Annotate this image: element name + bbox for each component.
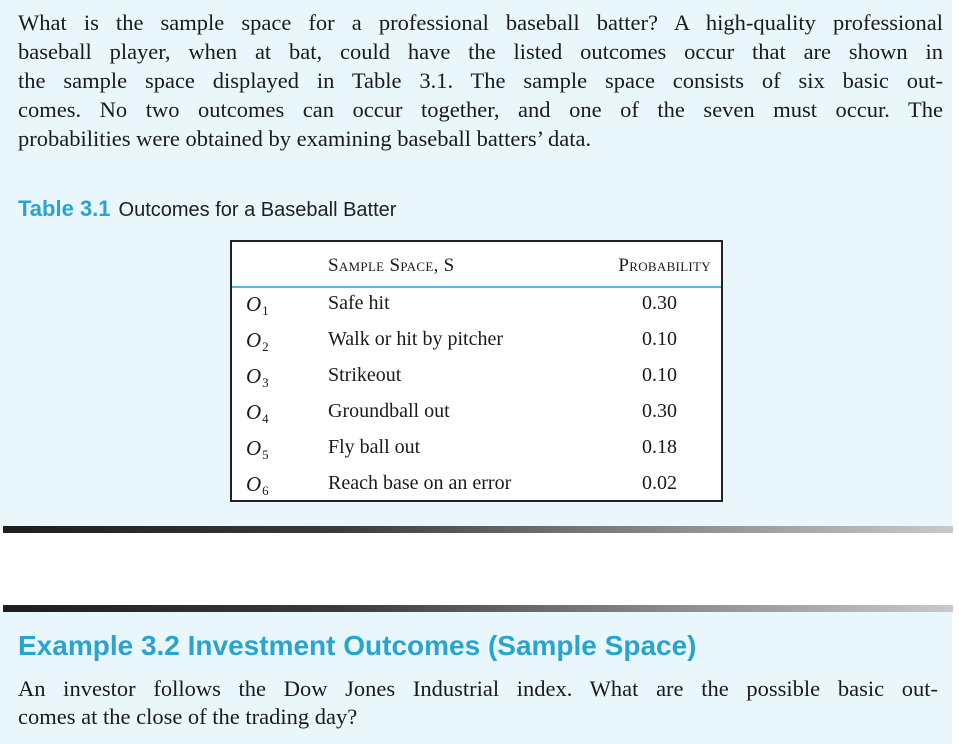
outcome-symbol: $O_5$ <box>246 436 269 462</box>
table-number: Table 3.1 <box>18 196 111 221</box>
intro-paragraph <box>18 8 943 153</box>
table-row <box>232 472 721 508</box>
intro-line: probabilities were obtained by examining baseball batters’ data. <box>18 126 592 151</box>
outcomes-table <box>230 240 723 502</box>
intro-line: baseball player, when at bat, could have the listed outcomes occur that are shown in <box>18 39 943 64</box>
header-probability: Probability <box>618 255 711 276</box>
table-row <box>232 328 721 364</box>
outcome-description: Groundball out <box>328 400 450 422</box>
outcome-probability: 0.10 <box>642 364 677 386</box>
table-row <box>232 292 721 328</box>
intro-line: the sample space displayed in Table 3.1. The sample space consists of six basic out- <box>18 68 943 93</box>
example-title: Example 3.2 Investment Outcomes (Sample Space) <box>18 630 697 661</box>
outcome-symbol: $O_2$ <box>246 328 269 354</box>
intro-line: comes. No two outcomes can occur together, and one of the seven must occur. The <box>18 97 943 122</box>
outcome-description: Safe hit <box>328 292 390 314</box>
table-row <box>232 364 721 400</box>
example-line: An investor follows the Dow Jones Industrial index. What are the possible basic out- <box>18 676 938 701</box>
outcome-symbol: $O_6$ <box>246 472 269 498</box>
outcome-symbol: $O_1$ <box>246 292 269 318</box>
outcome-description: Reach base on an error <box>328 472 512 494</box>
section-divider <box>3 605 953 612</box>
table-header <box>232 242 721 288</box>
outcome-probability: 0.02 <box>642 472 677 494</box>
example-line: comes at the close of the trading day? <box>18 704 358 729</box>
outcome-probability: 0.18 <box>642 436 677 458</box>
outcome-symbol: $O_4$ <box>246 400 269 426</box>
outcome-probability: 0.30 <box>642 400 677 422</box>
outcome-description: Strikeout <box>328 364 402 386</box>
table-caption <box>18 196 396 222</box>
header-sample-space: Sample Space, S <box>328 255 455 276</box>
outcome-symbol: $O_3$ <box>246 364 269 390</box>
intro-line: What is the sample space for a professional baseball batter? A high-quality professional <box>18 10 943 35</box>
outcome-probability: 0.10 <box>642 328 677 350</box>
table-row <box>232 436 721 472</box>
outcome-description: Fly ball out <box>328 436 421 458</box>
section-divider <box>3 526 953 533</box>
example-paragraph <box>18 675 938 731</box>
outcome-description: Walk or hit by pitcher <box>328 328 504 350</box>
table-title: Outcomes for a Baseball Batter <box>118 199 397 221</box>
outcome-probability: 0.30 <box>642 292 677 314</box>
table-row <box>232 400 721 436</box>
